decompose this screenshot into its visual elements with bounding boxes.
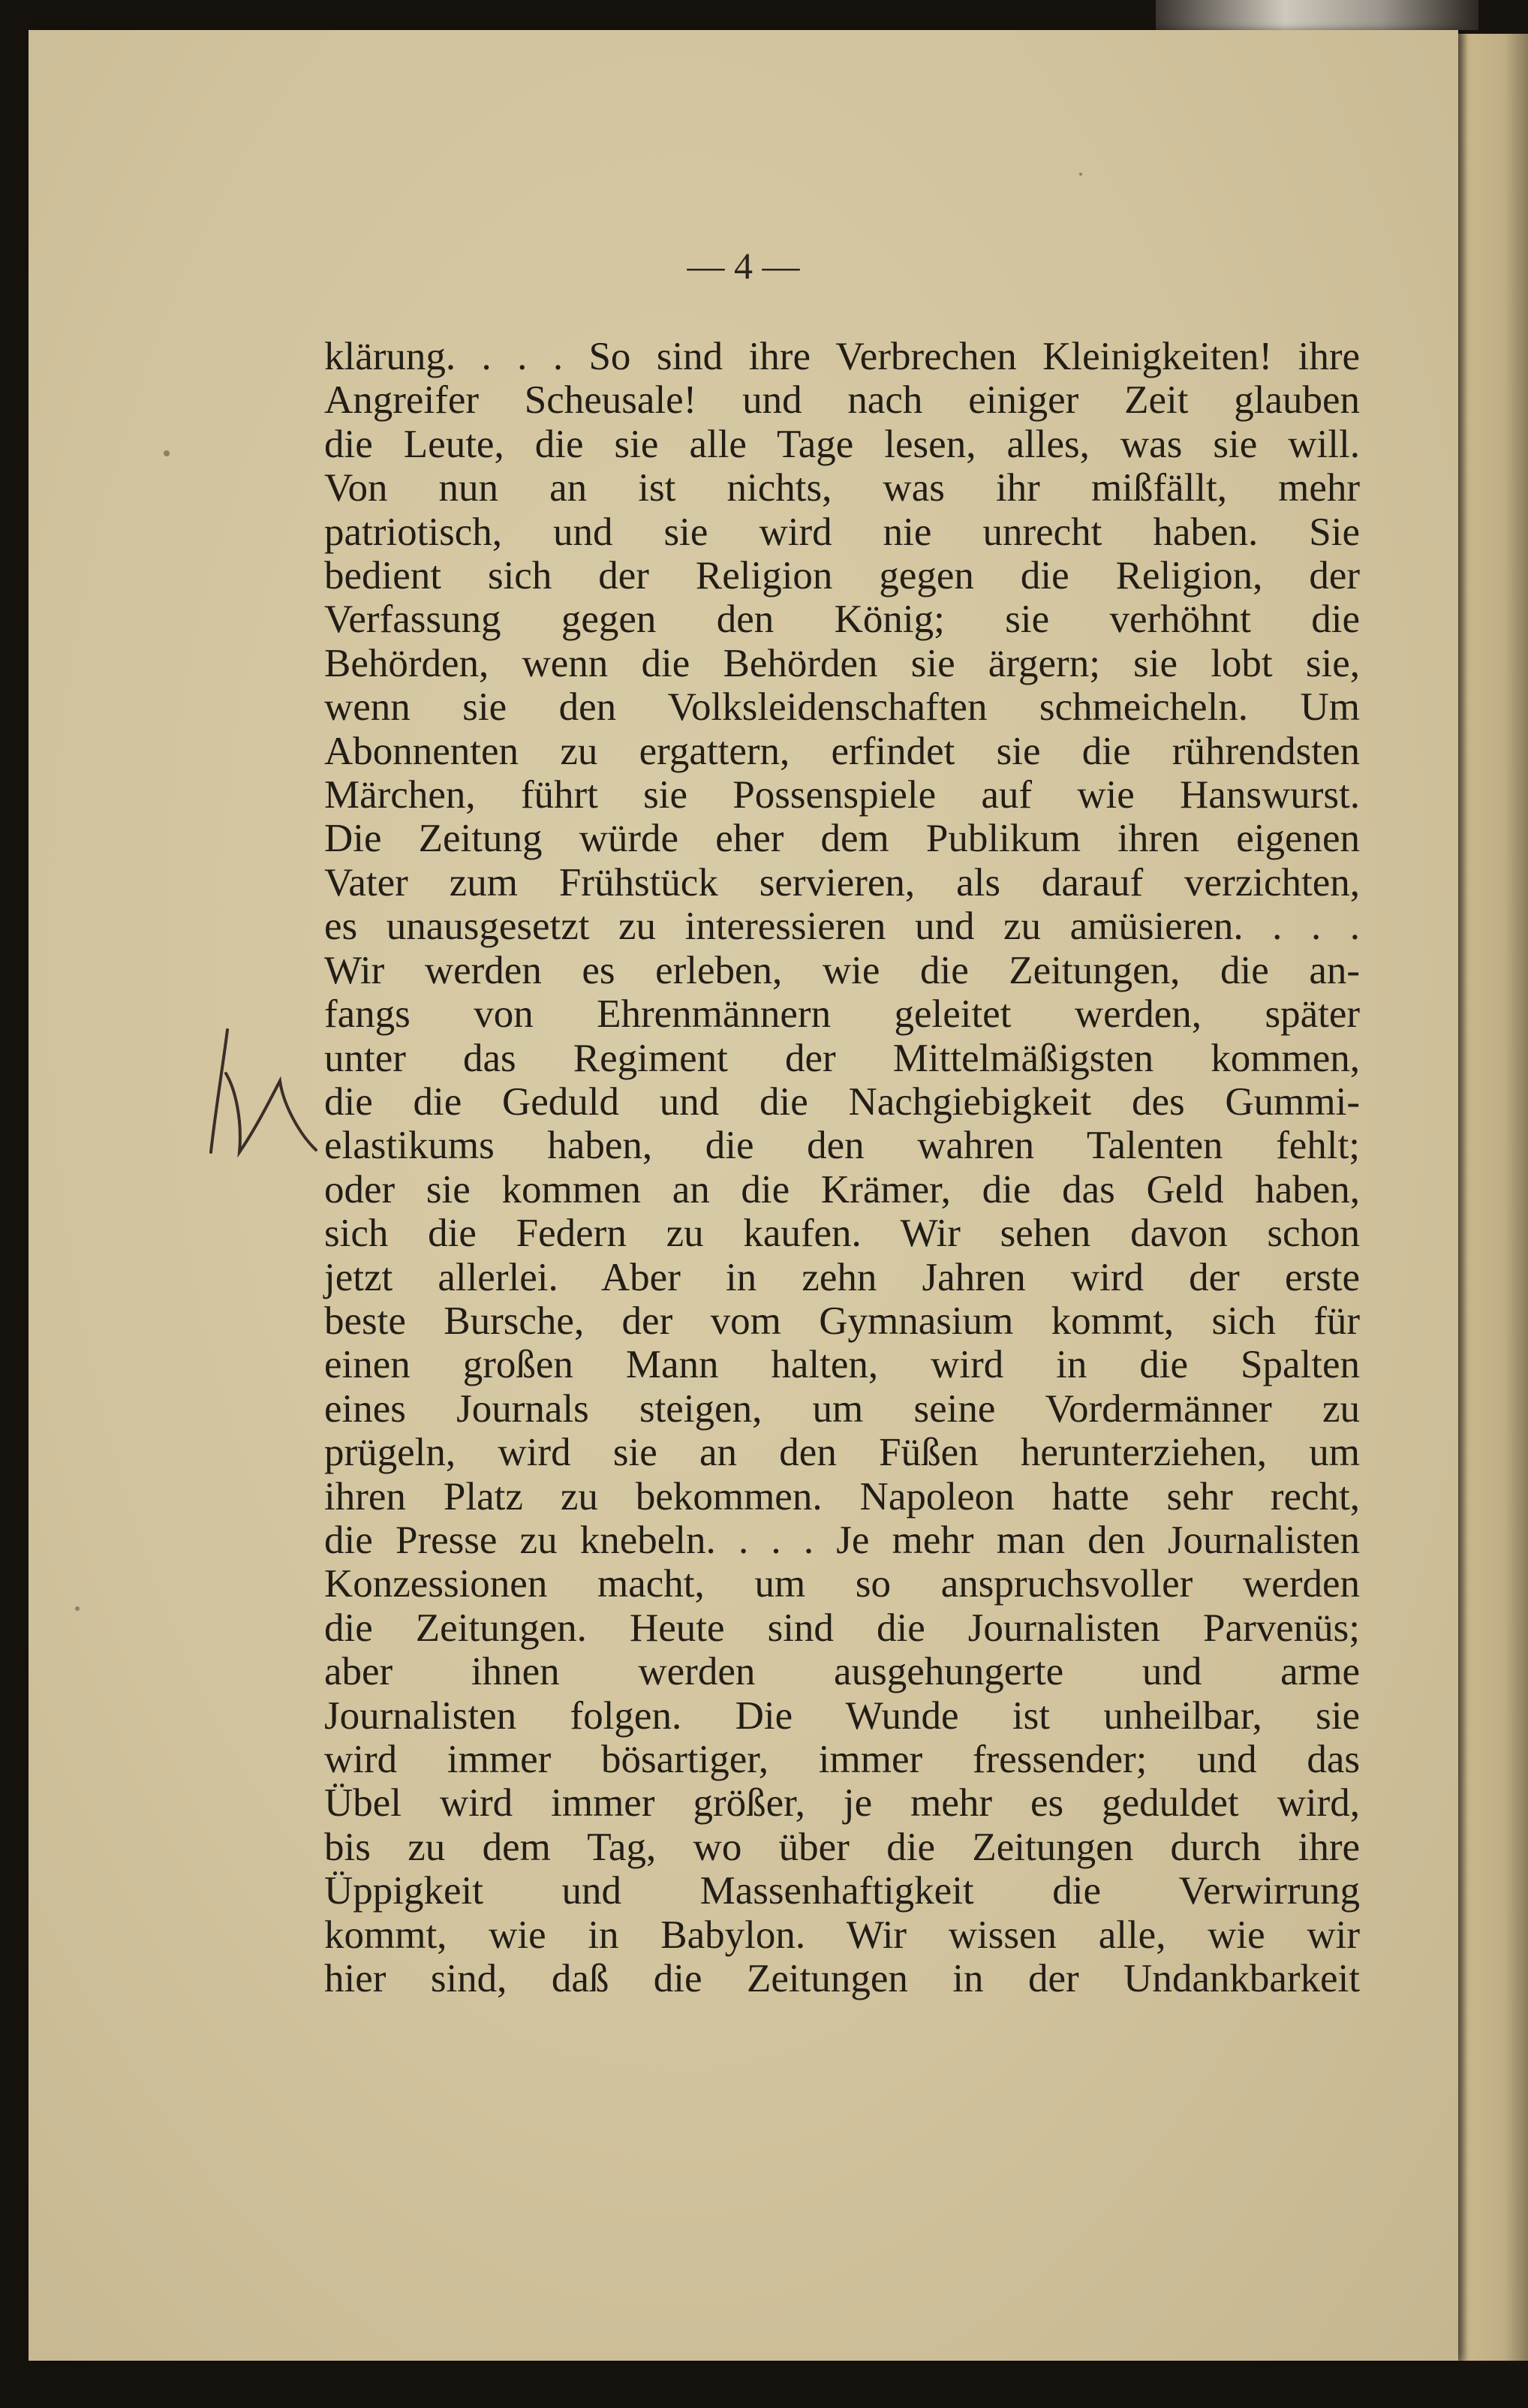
text-line: Verfassung gegen den König; sie verhöhnt die [324,597,1360,642]
page-number: — 4 — [687,245,800,287]
text-line: Vater zum Frühstück servieren, als darauf verzichten, [324,860,1360,905]
text-line: bedient sich der Religion gegen die Religion, der [324,554,1360,598]
text-line: elastikums haben, die den wahren Talenten fehlt; [324,1124,1360,1168]
paper-speck [164,450,170,456]
text-line: oder sie kommen an die Krämer, die das Geld haben, [324,1167,1360,1212]
text-line: hier sind, daß die Zeitungen in der Undankbarkeit [324,1957,1360,2001]
text-line: Konzessionen macht, um so anspruchsvoller werden [324,1562,1360,1606]
text-line: prügeln, wird sie an den Füßen herunterziehen, um [324,1431,1360,1475]
text-line: aber ihnen werden ausgehungerte und arme [324,1650,1360,1694]
text-line: einen großen Mann halten, wird in die Spalten [324,1343,1360,1387]
next-page-edge [1448,34,1528,2361]
text-line: es unausgesetzt zu interessieren und zu amüsieren. . . . [324,905,1360,949]
text-line: unter das Regiment der Mittelmäßigsten kommen, [324,1036,1360,1080]
text-line: Von nun an ist nichts, was ihr mißfällt, mehr [324,466,1360,510]
text-line: Angreifer Scheusale! und nach einiger Zeit glauben [324,378,1360,423]
text-line: eines Journals steigen, um seine Vordermänner zu [324,1386,1360,1431]
text-line: beste Bursche, der vom Gymnasium kommt, sich für [324,1299,1360,1343]
text-line: die Presse zu knebeln. . . . Je mehr man den Journalisten [324,1518,1360,1562]
handwritten-margin-mark [205,1021,317,1160]
text-line: klärung. . . . So sind ihre Verbrechen Kleinigkeiten! ihre [324,335,1360,378]
text-line: patriotisch, und sie wird nie unrecht haben. Sie [324,510,1360,554]
text-line: Behörden, wenn die Behörden sie ärgern; sie lobt sie, [324,641,1360,685]
text-line: wird immer bösartiger, immer fressender; und das [324,1738,1360,1781]
text-line: Üppigkeit und Massenhaftigkeit die Verwirrung [324,1869,1360,1913]
body-text [324,335,1360,2000]
text-line: kommt, wie in Babylon. Wir wissen alle, wie wir [324,1913,1360,1957]
text-line: die Zeitungen. Heute sind die Journalisten Parvenüs; [324,1606,1360,1650]
text-line: die Leute, die sie alle Tage lesen, alles, was sie will. [324,422,1360,466]
text-line: die die Geduld und die Nachgiebigkeit des Gummi- [324,1079,1360,1124]
text-line: Wir werden es erleben, wie die Zeitungen, die an- [324,948,1360,992]
text-line: sich die Federn zu kaufen. Wir sehen davon schon [324,1212,1360,1256]
text-line: Märchen, führt sie Possenspiele auf wie Hanswurst. [324,773,1360,817]
text-line: bis zu dem Tag, wo über die Zeitungen durch ihre [324,1825,1360,1869]
text-line: wenn sie den Volksleidenschaften schmeicheln. Um [324,685,1360,730]
text-line: jetzt allerlei. Aber in zehn Jahren wird der erste [324,1255,1360,1299]
text-line: Übel wird immer größer, je mehr es geduldet wird, [324,1781,1360,1826]
text-line: ihren Platz zu bekommen. Napoleon hatte sehr recht, [324,1474,1360,1519]
text-line: Abonnenten zu ergattern, erfindet sie die rührendsten [324,729,1360,773]
text-line: Journalisten folgen. Die Wunde ist unheilbar, sie [324,1693,1360,1738]
paper-speck [75,1606,80,1611]
paper-speck [1079,173,1082,176]
book-edge-top [1156,0,1478,30]
text-line: fangs von Ehrenmännern geleitet werden, später [324,992,1360,1037]
text-line: Die Zeitung würde eher dem Publikum ihren eigenen [324,817,1360,861]
